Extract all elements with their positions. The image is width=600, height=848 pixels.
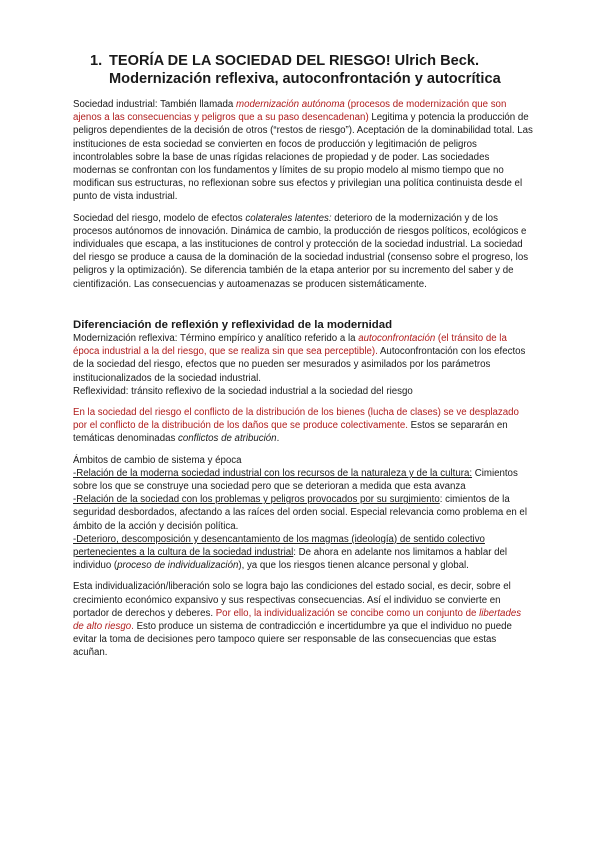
ambitos-item-3-italic: proceso de individualización <box>117 560 239 572</box>
p2-text-a: Sociedad del riesgo, modelo de efectos <box>73 212 246 224</box>
paragraph-sociedad-industrial <box>73 98 533 204</box>
p5-italic-term: conflictos de atribución <box>178 433 277 445</box>
p1-highlight-term: modernización autónoma <box>236 99 345 110</box>
p5-text-d: . <box>276 433 280 445</box>
title-line-1: TEORÍA DE LA SOCIEDAD DEL RIESGO! Ulrich Beck. <box>109 53 480 69</box>
ambitos-heading: Ámbitos de cambio de sistema y época <box>73 454 242 466</box>
paragraph-conflicto <box>73 406 533 446</box>
paragraph-reflexividad: Reflexividad: tránsito reflexivo de la sociedad industrial a la sociedad del riesgo <box>73 385 413 397</box>
paragraph-sociedad-riesgo <box>73 212 533 291</box>
ambitos-item-3-title: -Deterioro, descomposición y desencantamiento de los magmas (ideología) de sentido colectivo pertenecientes a la cultura de la sociedad industrial <box>73 533 485 559</box>
ambitos-item-3-text: : De ahora en adelante nos limitamos a hablar del individuo ( <box>73 547 508 572</box>
ambitos-item-1 <box>73 467 533 493</box>
p5-text-b: Estos se separarán en temáticas denominadas <box>73 420 508 445</box>
p6-text-e: Esto produce un sistema de contradicción e incertidumbre ya que el individuo no puede evitar la toma de decisiones pero tampoco quiere ser responsable de las consecuencias que estas acuñan. <box>73 621 512 659</box>
p6-highlight-term: libertades de alto riesgo <box>73 607 522 633</box>
p6-highlight-text: Por ello, la individualización se concibe como un conjunto de <box>215 607 480 619</box>
ambitos-item-3 <box>73 533 533 573</box>
p3-text-d: Autoconfrontación con los efectos de la sociedad del riesgo, efectos que no pueden ser mesurados y asimilados por los parámetros institucionalizados de la sociedad industrial. <box>73 346 526 384</box>
title-line-2: Modernización reflexiva, autoconfrontación y autocrítica <box>109 71 501 87</box>
title-number: 1. <box>90 53 103 69</box>
p2-italic-term: colaterales latentes: <box>245 212 332 224</box>
ambitos-item-2-title: -Relación de la sociedad con los problemas y peligros provocados por su surgimiento <box>73 494 440 506</box>
ambitos-item-2-text: : cimientos de la seguridad desbordados, afectando a las raíces del orden social. Especial relevancia como problema en el ámbito de la acción y decisión política. <box>73 494 527 532</box>
ambitos-item-1-text: Cimientos sobre los que se construye una sociedad pero que se deterioran a medida que esta avanza <box>73 467 518 493</box>
p5-highlight-text: En la sociedad del riesgo el conflicto de la distribución de los bienes (lucha de clases) se ve desplazado por el conflicto de la distribución de los daños que se produce colectivamente. <box>73 407 519 432</box>
p6-highlight-period: . <box>131 621 134 633</box>
p3-highlight-term: autoconfrontación <box>358 333 436 344</box>
paragraph-individualizacion <box>73 580 533 659</box>
ambitos-item-2 <box>73 493 533 533</box>
p1-text-d: Legitima y potencia la producción de peligros dependientes de la decisión de otros (“restos de riesgo”). Aceptación de la dominabilidad total. Las instituciones de esta sociedad se convierten en focos de producción y legitimación de peligros incontrolables sobre la base de unas rígidas relaciones de propiedad y de poder. Las sociedades modernas se confrontan con los fundamentos y límites de su propio modelo al mismo tiempo que no modifican sus estructuras, no reflexionan sobre sus efectos y privilegian una política continuista desde el punto de vista industrial. <box>73 112 533 203</box>
ambitos-item-1-title: -Relación de la moderna sociedad industrial con los recursos de la naturaleza y de la cultura: <box>73 467 473 479</box>
p3-text-a: Modernización reflexiva: Término empírico y analítico referido a la <box>73 333 359 344</box>
p2-text-c: deterioro de la modernización y de los procesos autónomos de innovación. Dinámica de cambio, la producción de riesgos políticos, ecológicos e individuales que escapa, a las instituciones de control y protección de la sociedad industrial. La sociedad del riesgo se produce a causa de la dominación de la sociedad industrial (consenso sobre el progreso, los peligros y la optimización). Se diferencia también de la etapa anterior por su incremento del saber y de cientifización. Las consecuencias y autoamenazas se producen sistemáticamente. <box>73 212 529 290</box>
intro-section <box>73 98 533 299</box>
reflexion-section <box>73 332 533 668</box>
section-heading: Diferenciación de reflexión y reflexividad de la modernidad <box>73 319 393 331</box>
p3-highlight-text: (el tránsito de la época industrial a la del riesgo, que se realiza sin que sea perceptible). <box>73 333 507 358</box>
p1-highlight-text: (procesos de modernización que son ajenos a las consecuencias y peligros que a su paso desencadenan) <box>73 99 507 124</box>
p6-text-a: Esta individualización/liberación solo se logra bajo las condiciones del estado social, es decir, sobre el crecimiento económico expansivo y sus respectivas consecuencias. Así el individuo se convierte en portador de derechos y deberes. <box>73 581 511 619</box>
ambitos-item-3-text-end: ), ya que los riesgos tienen alcance personal y global. <box>238 560 469 572</box>
p1-text-a: Sociedad industrial: También llamada <box>73 99 236 110</box>
paragraph-modernizacion-reflexiva <box>73 332 533 385</box>
